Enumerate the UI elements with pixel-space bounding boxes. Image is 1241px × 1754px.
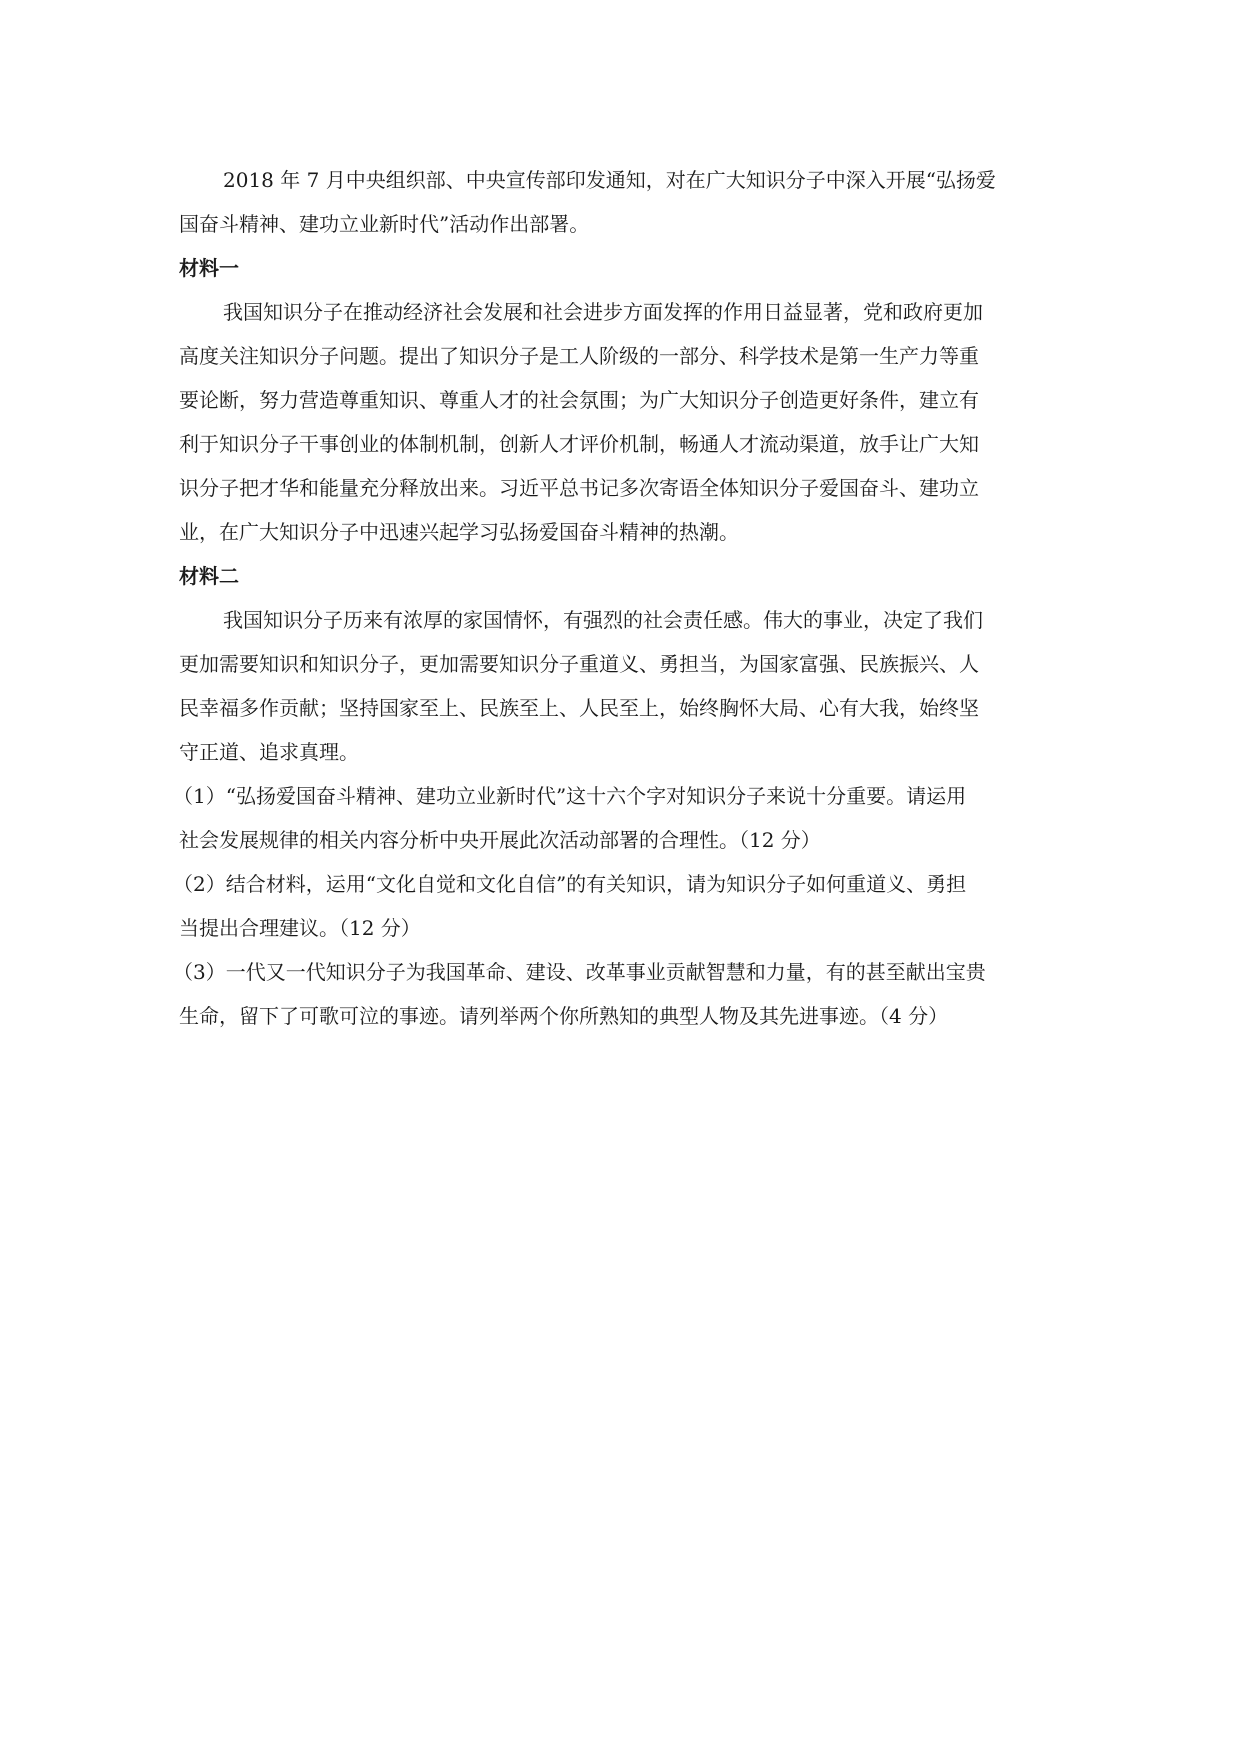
material-one-heading: 材料一 [179, 256, 239, 280]
material-one-line: 要论断，努力营造尊重知识、尊重人才的社会氛围；为广大知识分子创造更好条件，建立有 [179, 388, 979, 412]
material-two-line: 守正道、追求真理。 [179, 740, 359, 764]
material-two-line: 我国知识分子历来有浓厚的家国情怀，有强烈的社会责任感。伟大的事业，决定了我们 [223, 608, 983, 632]
material-two-heading: 材料二 [179, 564, 239, 588]
question-3 [173, 950, 1069, 1038]
material-two-line: 更加需要知识和知识分子，更加需要知识分子重道义、勇担当，为国家富强、民族振兴、人 [179, 652, 979, 676]
question-line: （1）“弘扬爱国奋斗精神、建功立业新时代”这十六个字对知识分子来说十分重要。请运用 [173, 784, 967, 808]
material-one-line: 我国知识分子在推动经济社会发展和社会进步方面发挥的作用日益显著，党和政府更加 [223, 300, 983, 324]
intro-paragraph [179, 158, 1069, 246]
question-line: （3）一代又一代知识分子为我国革命、建设、改革事业贡献智慧和力量，有的甚至献出宝贵 [173, 960, 986, 984]
material-one-paragraph [179, 290, 1069, 554]
material-two-paragraph [179, 598, 1069, 774]
question-1 [173, 774, 1069, 862]
material-two-line: 民幸福多作贡献；坚持国家至上、民族至上、人民至上，始终胸怀大局、心有大我，始终坚 [179, 696, 979, 720]
question-line: 社会发展规律的相关内容分析中央开展此次活动部署的合理性。（12 分） [179, 828, 821, 852]
question-line: （2）结合材料，运用“文化自觉和文化自信”的有关知识，请为知识分子如何重道义、勇担 [173, 872, 967, 896]
material-one-line: 识分子把才华和能量充分释放出来。习近平总书记多次寄语全体知识分子爱国奋斗、建功立 [179, 476, 979, 500]
intro-line: 国奋斗精神、建功立业新时代”活动作出部署。 [179, 212, 590, 236]
material-one-line: 业，在广大知识分子中迅速兴起学习弘扬爱国奋斗精神的热潮。 [179, 520, 739, 544]
question-2 [173, 862, 1069, 950]
material-one-line: 利于知识分子干事创业的体制机制，创新人才评价机制，畅通人才流动渠道，放手让广大知 [179, 432, 979, 456]
document-page [173, 158, 1069, 1038]
question-line: 当提出合理建议。（12 分） [179, 916, 421, 940]
intro-line: 2018 年 7 月中央组织部、中央宣传部印发通知，对在广大知识分子中深入开展“弘扬爱 [223, 168, 996, 192]
material-one-line: 高度关注知识分子问题。提出了知识分子是工人阶级的一部分、科学技术是第一生产力等重 [179, 344, 979, 368]
question-line: 生命，留下了可歌可泣的事迹。请列举两个你所熟知的典型人物及其先进事迹。（4 分） [179, 1004, 949, 1028]
